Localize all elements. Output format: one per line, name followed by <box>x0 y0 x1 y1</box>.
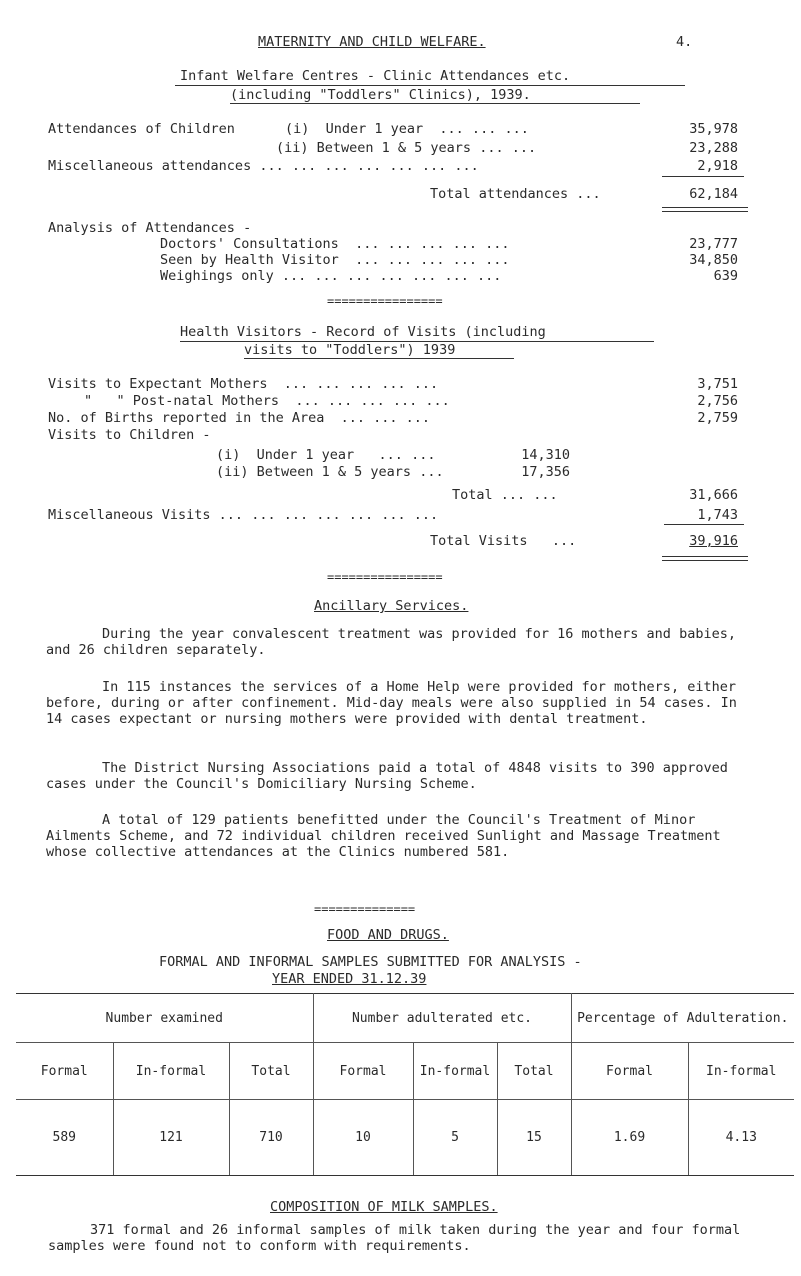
row-label: Visits to Children - <box>48 427 211 443</box>
row-value: 1,743 <box>697 507 738 523</box>
column-header: Formal <box>16 1043 113 1100</box>
group-header: Number adulterated etc. <box>313 994 571 1043</box>
subtotal-value: 31,666 <box>689 487 738 503</box>
row-label: (i) Under 1 year ... ... <box>216 447 436 463</box>
total-value: 62,184 <box>689 186 738 202</box>
milk-title: COMPOSITION OF MILK SAMPLES. <box>270 1199 498 1215</box>
visitors-subtitle: visits to "Toddlers") 1939 <box>244 342 456 358</box>
row-label: Attendances of Children <box>48 121 235 137</box>
row-label: Doctors' Consultations ... ... ... ... ... <box>160 236 510 252</box>
page-number: 4. <box>676 34 693 50</box>
group-header: Number examined <box>16 994 313 1043</box>
row-value: 23,288 <box>689 140 738 156</box>
row-label: (ii) Between 1 & 5 years ... <box>216 464 444 480</box>
separator: ============== <box>314 902 416 916</box>
row-value: 14,310 <box>521 447 570 463</box>
food-subtitle: FORMAL AND INFORMAL SAMPLES SUBMITTED FOR ANALYSIS - <box>159 954 582 970</box>
row-value: 2,918 <box>697 158 738 174</box>
table-cell: 121 <box>113 1100 229 1176</box>
row-label: Seen by Health Visitor ... ... ... ... ... <box>160 252 510 268</box>
row-value: 639 <box>713 268 738 284</box>
column-header: Formal <box>571 1043 688 1100</box>
row-value: 34,850 <box>689 252 738 268</box>
separator: ================ <box>327 570 443 584</box>
row-value: 35,978 <box>689 121 738 137</box>
total-label: Total Visits ... <box>430 533 577 549</box>
row-label: Weighings only ... ... ... ... ... ... ... <box>160 268 502 284</box>
paragraph: 371 formal and 26 informal samples of milk taken during the year and four formal samples were found not to conform with requirements. <box>48 1222 741 1254</box>
column-header: Total <box>229 1043 313 1100</box>
row-value: 17,356 <box>521 464 570 480</box>
column-header: Total <box>497 1043 571 1100</box>
column-header: In-formal <box>688 1043 794 1100</box>
subtotal-label: Total ... ... <box>452 487 558 503</box>
row-label: " " Post-natal Mothers ... ... ... ... ... <box>84 393 450 409</box>
food-title: FOOD AND DRUGS. <box>327 927 449 943</box>
row-value: 2,759 <box>697 410 738 426</box>
table-cell: 5 <box>413 1100 497 1176</box>
table-cell: 1.69 <box>571 1100 688 1176</box>
table-cell: 15 <box>497 1100 571 1176</box>
row-label: (i) Under 1 year ... ... ... <box>285 121 529 137</box>
row-value: 2,756 <box>697 393 738 409</box>
row-label: No. of Births reported in the Area ... ... ... <box>48 410 431 426</box>
table-cell: 710 <box>229 1100 313 1176</box>
table-cell: 589 <box>16 1100 113 1176</box>
table-cell: 4.13 <box>688 1100 794 1176</box>
row-value: 23,777 <box>689 236 738 252</box>
table-cell: 10 <box>313 1100 413 1176</box>
column-header: Formal <box>313 1043 413 1100</box>
row-value: 3,751 <box>697 376 738 392</box>
section-title: MATERNITY AND CHILD WELFARE. <box>258 34 486 50</box>
paragraph: During the year convalescent treatment was provided for 16 mothers and babies, and 26 children separately. <box>46 626 736 658</box>
row-label: Visits to Expectant Mothers ... ... ... ... ... <box>48 376 439 392</box>
ancillary-title: Ancillary Services. <box>314 598 469 614</box>
column-header: In-formal <box>413 1043 497 1100</box>
visitors-title: Health Visitors - Record of Visits (including <box>180 324 546 340</box>
paragraph: In 115 instances the services of a Home Help were provided for mothers, either before, during or after confinement. Mid-day meals were also supplied in 54 cases. In 14 cases expectant or nursing mothers were provided with dental treatment. <box>46 679 737 727</box>
row-label: Miscellaneous Visits ... ... ... ... ... ... ... <box>48 507 439 523</box>
infant-table-title: Infant Welfare Centres - Clinic Attendances etc. <box>180 68 571 84</box>
total-label: Total attendances ... <box>430 186 601 202</box>
paragraph: The District Nursing Associations paid a total of 4848 visits to 390 approved cases under the Council's Domiciliary Nursing Scheme. <box>46 760 728 792</box>
infant-table-subtitle: (including "Toddlers" Clinics), 1939. <box>230 87 531 103</box>
analysis-label: Analysis of Attendances - <box>48 220 252 236</box>
row-label: Miscellaneous attendances ... ... ... ... ... ... ... <box>48 158 479 174</box>
total-value: 39,916 <box>689 533 738 549</box>
column-header: In-formal <box>113 1043 229 1100</box>
adulteration-table <box>16 993 794 1176</box>
food-subtitle-year: YEAR ENDED 31.12.39 <box>272 971 427 987</box>
group-header: Percentage of Adulteration. <box>571 994 794 1043</box>
paragraph: A total of 129 patients benefitted under the Council's Treatment of Minor Ailments Scheme, and 72 individual children received Sunlight and Massage Treatment whose collective attendances at the Clinics numbered 581. <box>46 812 721 860</box>
row-label: (ii) Between 1 & 5 years ... ... <box>276 140 537 156</box>
separator: ================ <box>327 294 443 308</box>
